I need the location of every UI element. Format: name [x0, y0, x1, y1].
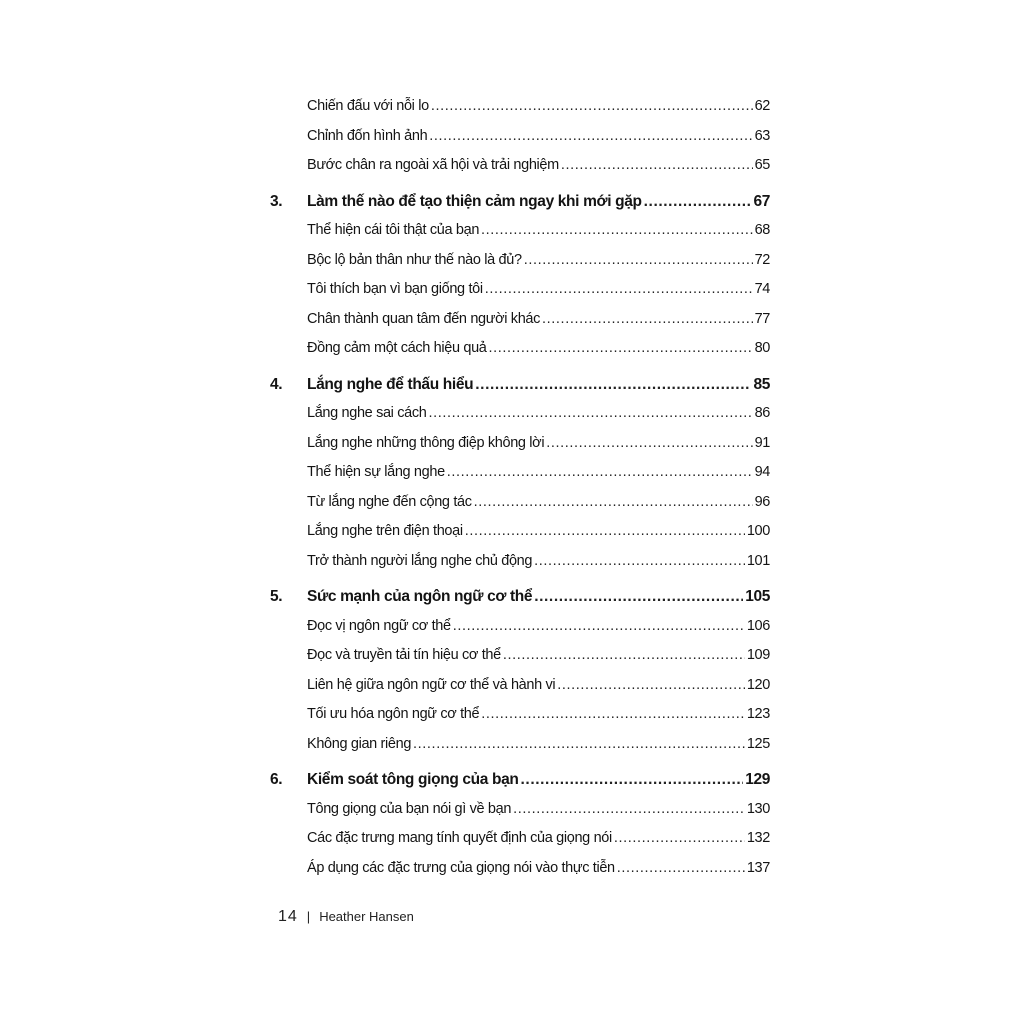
toc-entry-title: Bộc lộ bản thân như thế nào là đủ? [307, 251, 522, 268]
toc-entry-page: 101 [746, 552, 770, 569]
toc-entry [270, 216, 770, 246]
dot-leader [513, 795, 745, 825]
toc-entry-title: Thể hiện sự lắng nghe [307, 464, 445, 480]
toc-entry-page: 80 [754, 340, 770, 356]
toc-entry [270, 795, 770, 825]
toc-chapter-page: 105 [745, 588, 770, 605]
dot-leader [481, 700, 745, 730]
dot-leader [521, 765, 744, 795]
toc-entry-title: Đọc vị ngôn ngữ cơ thể [307, 617, 451, 634]
dot-leader [561, 151, 753, 181]
toc-entry-title: Lắng nghe sai cách [307, 405, 427, 421]
toc-entry [270, 151, 770, 181]
dot-leader [644, 187, 752, 217]
toc-entry [270, 730, 770, 760]
toc-entry-page: 123 [746, 706, 770, 722]
toc-entry-page: 63 [754, 127, 770, 144]
toc-entry [270, 305, 770, 335]
toc-entry-page: 125 [746, 735, 770, 752]
toc-entry-title: Lắng nghe trên điện thoại [307, 523, 463, 539]
dot-leader [534, 582, 743, 612]
toc-entry-page: 91 [754, 434, 770, 451]
toc-entry-page: 74 [754, 281, 770, 297]
toc-entry-page: 68 [754, 222, 770, 238]
page-footer [278, 908, 414, 926]
toc-chapter-number: 5. [270, 588, 283, 605]
toc-entry-title: Từ lắng nghe đến cộng tác [307, 493, 472, 510]
dot-leader [429, 122, 752, 152]
toc-chapter-title: Lắng nghe để thấu hiểu [307, 375, 474, 393]
toc-chapter [270, 582, 770, 612]
footer-separator: | [306, 909, 311, 924]
toc-entry-title: Tông giọng của bạn nói gì về bạn [307, 800, 512, 817]
toc-entry [270, 246, 770, 276]
toc-entry-title: Đọc và truyền tải tín hiệu cơ thể [307, 647, 501, 663]
dot-leader [614, 824, 745, 854]
toc-entry-page: 94 [754, 464, 770, 480]
toc-chapter-title: Làm thế nào để tạo thiện cảm ngay khi mới gặp [307, 192, 642, 210]
toc-entry-title: Lắng nghe những thông điệp không lời [307, 434, 545, 451]
toc-entry [270, 612, 770, 642]
dot-leader [485, 275, 753, 305]
toc-entry-title: Đồng cảm một cách hiệu quả [307, 340, 487, 356]
dot-leader [489, 334, 753, 364]
toc-chapter [270, 370, 770, 400]
toc-entry-title: Tôi thích bạn vì bạn giống tôi [307, 281, 483, 297]
toc-entry-title: Không gian riêng [307, 735, 412, 752]
toc-entry [270, 275, 770, 305]
toc-chapter [270, 187, 770, 217]
toc-entry-title: Chân thành quan tâm đến người khác [307, 310, 541, 327]
toc-entry-page: 109 [746, 647, 770, 663]
footer-page-number: 14 [278, 908, 298, 925]
dot-leader [617, 854, 745, 884]
dot-leader [431, 92, 753, 122]
dot-leader [557, 671, 745, 701]
toc-entry [270, 547, 770, 577]
toc-entry [270, 641, 770, 671]
toc-entry [270, 429, 770, 459]
toc-chapter-number: 3. [270, 192, 283, 210]
dot-leader [474, 488, 753, 518]
toc-chapter [270, 765, 770, 795]
footer-author: Heather Hansen [319, 909, 414, 924]
toc-entry-title: Liên hệ giữa ngôn ngữ cơ thể và hành vi [307, 676, 556, 693]
dot-leader [428, 399, 752, 429]
toc-entry-page: 77 [754, 310, 770, 327]
toc-chapter-page: 129 [745, 771, 770, 788]
toc-chapter-title: Sức mạnh của ngôn ngữ cơ thể [307, 588, 533, 605]
toc-entry-page: 137 [746, 859, 770, 876]
toc-entry [270, 458, 770, 488]
toc-chapter-title: Kiểm soát tông giọng của bạn [307, 771, 519, 788]
dot-leader [546, 429, 752, 459]
toc-entry-page: 106 [746, 617, 770, 634]
dot-leader [481, 216, 753, 246]
toc-entry [270, 92, 770, 122]
toc-entry-title: Áp dụng các đặc trưng của giọng nói vào thực tiễn [307, 859, 615, 876]
toc-entry [270, 671, 770, 701]
table-of-contents [270, 92, 770, 883]
toc-chapter-page: 85 [753, 375, 770, 393]
toc-entry [270, 334, 770, 364]
toc-entry-page: 100 [746, 523, 770, 539]
toc-chapter-number: 6. [270, 771, 283, 788]
toc-chapter-page: 67 [753, 192, 770, 210]
toc-entry-title: Chiến đấu với nỗi lo [307, 98, 429, 114]
toc-entry-page: 65 [754, 157, 770, 173]
dot-leader [465, 517, 745, 547]
dot-leader [453, 612, 745, 642]
toc-entry-title: Các đặc trưng mang tính quyết định của giọng nói [307, 830, 612, 846]
toc-entry-page: 130 [746, 800, 770, 817]
toc-entry-title: Thể hiện cái tôi thật của bạn [307, 222, 480, 238]
toc-entry-page: 120 [746, 676, 770, 693]
toc-entry [270, 122, 770, 152]
dot-leader [475, 370, 751, 400]
toc-entry-title: Trở thành người lắng nghe chủ động [307, 552, 533, 569]
dot-leader [503, 641, 745, 671]
dot-leader [542, 305, 753, 335]
toc-entry [270, 824, 770, 854]
toc-entry-title: Tối ưu hóa ngôn ngữ cơ thể [307, 706, 480, 722]
toc-entry [270, 854, 770, 884]
dot-leader [524, 246, 753, 276]
toc-entry [270, 399, 770, 429]
toc-entry-page: 62 [754, 98, 770, 114]
dot-leader [534, 547, 745, 577]
toc-chapter-number: 4. [270, 375, 283, 393]
toc-entry-page: 72 [754, 251, 770, 268]
toc-entry-title: Chỉnh đốn hình ảnh [307, 127, 428, 144]
toc-entry [270, 517, 770, 547]
toc-entry-page: 86 [754, 405, 770, 421]
toc-entry [270, 700, 770, 730]
dot-leader [447, 458, 753, 488]
toc-entry-title: Bước chân ra ngoài xã hội và trải nghiệm [307, 157, 559, 173]
toc-entry-page: 132 [746, 830, 770, 846]
toc-entry-page: 96 [754, 493, 770, 510]
dot-leader [413, 730, 745, 760]
toc-entry [270, 488, 770, 518]
